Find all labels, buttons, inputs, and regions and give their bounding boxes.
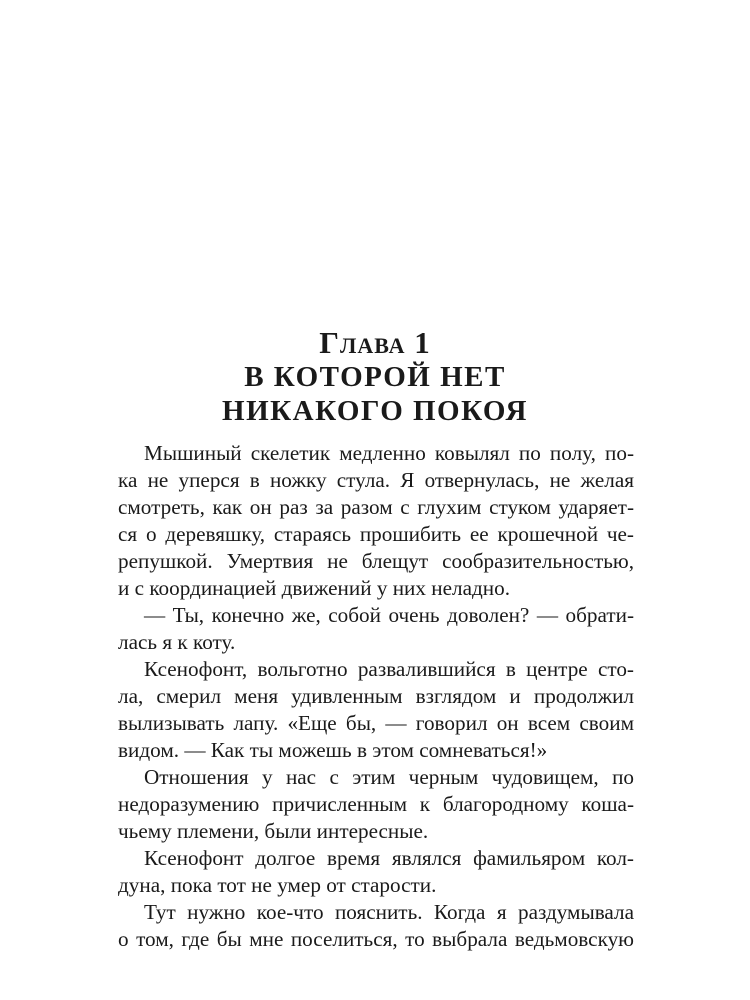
- text-line: дуна, пока тот не умер от старости.: [118, 873, 437, 897]
- chapter-header: [0, 326, 750, 428]
- text-line: и с координацией движений у них неладно.: [118, 576, 511, 600]
- text-line: ка не уперся в ножку стула. Я отвернулась, не желая: [118, 468, 634, 492]
- text-line: Ксенофонт долгое время являлся фамильяром кол-: [144, 846, 634, 870]
- text-line: ла, смерил меня удивленным взглядом и продолжил: [118, 684, 634, 708]
- text-line: смотреть, как он раз за разом с глухим стуком ударяет-: [118, 495, 634, 519]
- text-line: репушкой. Умертвия не блещут сообразительностью,: [118, 549, 634, 573]
- text-line: недоразумению причисленным к благородному коша-: [118, 792, 634, 816]
- text-line: о том, где бы мне поселиться, то выбрала ведьмовскую: [118, 927, 634, 951]
- text-line: — Ты, конечно же, собой очень доволен? — обрати-: [144, 603, 634, 627]
- text-line: чьему племени, были интересные.: [118, 819, 429, 843]
- text-line: ся о деревяшку, стараясь прошибить ее крошечной че-: [118, 522, 634, 546]
- text-line: видом. — Как ты можешь в этом сомневаться!»: [118, 738, 548, 762]
- text-line: Отношения у нас с этим черным чудовищем, по: [144, 765, 634, 789]
- chapter-label: [0, 326, 750, 360]
- text-line: Тут нужно кое-что пояснить. Когда я раздумывала: [144, 900, 634, 924]
- body-text: [118, 440, 634, 953]
- chapter-label-text: Глава 1: [319, 325, 431, 360]
- text-line: вылизывать лапу. «Еще бы, — говорил он всем своим: [118, 711, 634, 735]
- text-line: Мышиный скелетик медленно ковылял по полу, по-: [144, 441, 634, 465]
- chapter-title-line-2: НИКАКОГО ПОКОЯ: [222, 395, 528, 427]
- text-line: лась я к коту.: [118, 630, 236, 654]
- chapter-title-line-1: В КОТОРОЙ НЕТ: [244, 361, 506, 393]
- text-line: Ксенофонт, вольготно развалившийся в центре сто-: [144, 657, 634, 681]
